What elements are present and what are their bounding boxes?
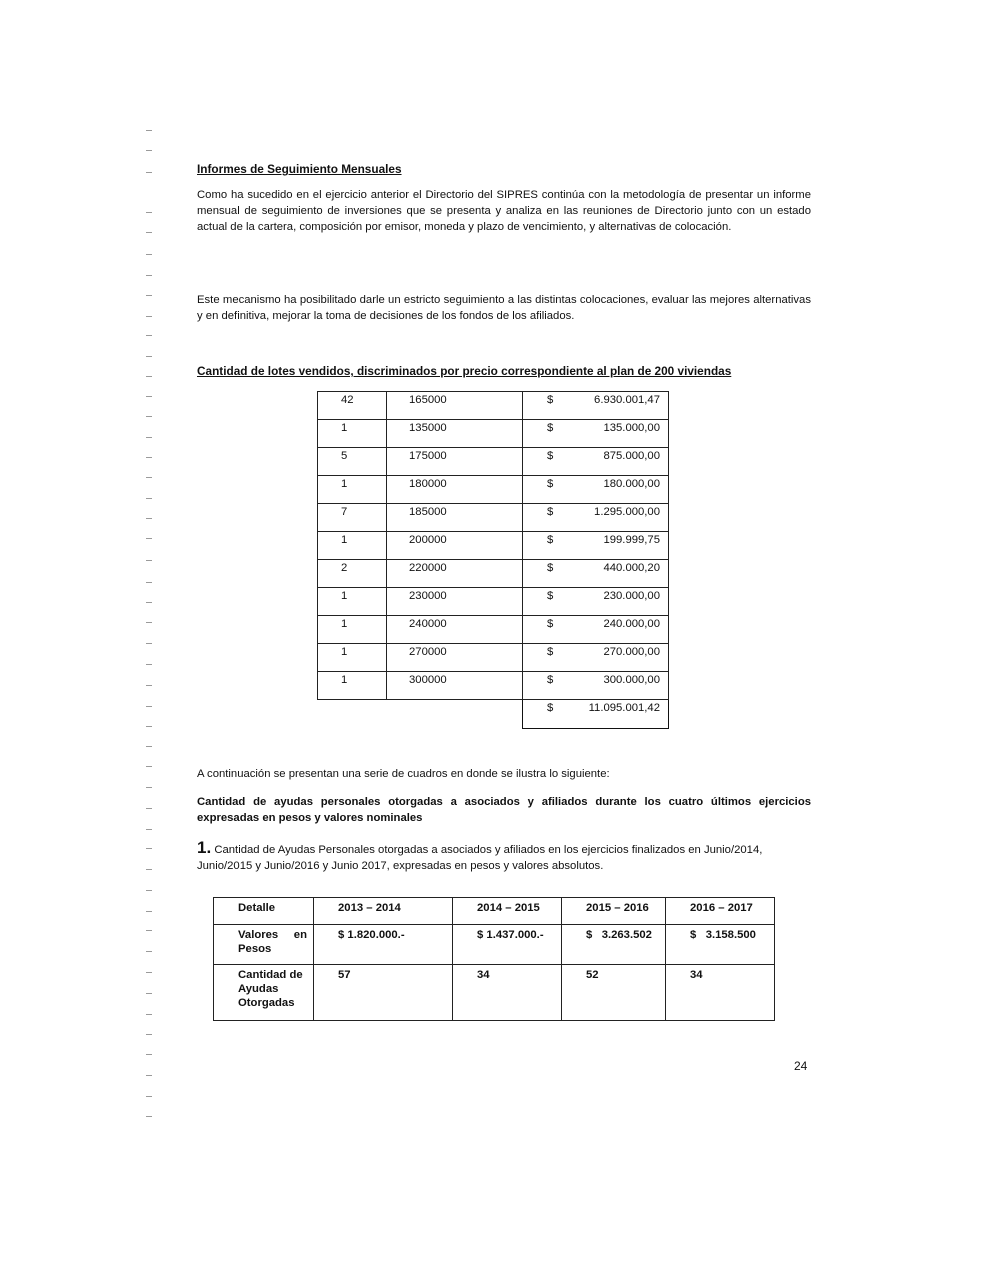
lot-price: 230000 [387, 588, 523, 616]
lot-amount [523, 392, 669, 420]
lots-table-row [318, 448, 669, 476]
currency-symbol: $ [547, 422, 554, 434]
ayudas-header-row [214, 898, 775, 925]
paragraph-mechanism: Este mecanismo ha posibilitado darle un estricto seguimiento a las distintas colocaciones, evaluar las mejores alternativas y en definitiva, mejorar la toma de decisiones de los fondos de los afiliados. [197, 294, 811, 323]
currency-symbol: $ [547, 506, 554, 518]
binding-margin-marks [146, 120, 158, 1130]
lot-price: 185000 [387, 504, 523, 532]
ayudas-pesos-row [214, 925, 775, 965]
lot-quantity: 5 [318, 448, 387, 476]
lot-amount [523, 420, 669, 448]
lot-amount-value: 440.000,20 [603, 562, 660, 574]
lot-quantity: 42 [318, 392, 387, 420]
currency-symbol: $ [547, 562, 554, 574]
ayudas-table [213, 897, 775, 1021]
lot-price: 220000 [387, 560, 523, 588]
lots-table-row [318, 672, 669, 700]
item-1-number: 1. [197, 838, 212, 857]
lot-amount-value: 240.000,00 [603, 618, 660, 630]
item-1-text: Cantidad de Ayudas Personales otorgadas a asociados y afiliados en los ejercicios finalizados en Junio/2014, Junio/2015 y Junio/2016 y Junio 2017, expresadas en pesos y valores absolutos. [197, 844, 763, 873]
value-cell: $ 1.820.000.- [314, 925, 453, 965]
lot-amount-value: 270.000,00 [603, 646, 660, 658]
lot-amount-value: 875.000,00 [603, 450, 660, 462]
lot-price: 200000 [387, 532, 523, 560]
value-cell: $ 3.263.502 [562, 925, 666, 965]
header-cell: 2016 – 2017 [666, 898, 775, 925]
lot-quantity: 1 [318, 532, 387, 560]
lots-table-row [318, 392, 669, 420]
lot-amount-value: 6.930.001,47 [594, 394, 660, 406]
lot-amount [523, 560, 669, 588]
lot-quantity: 1 [318, 616, 387, 644]
header-cell: Detalle [214, 898, 314, 925]
lot-amount [523, 644, 669, 672]
currency-symbol: $ [547, 534, 554, 546]
ayudas-cantidad-row [214, 965, 775, 1021]
lot-amount [523, 476, 669, 504]
header-cell: 2015 – 2016 [562, 898, 666, 925]
lots-table-row [318, 504, 669, 532]
currency-symbol: $ [547, 618, 554, 630]
lots-total-row [318, 700, 669, 729]
lot-quantity: 1 [318, 644, 387, 672]
value-cell: 34 [666, 965, 775, 1021]
page-number: 24 [794, 1059, 808, 1073]
lots-total [523, 700, 669, 729]
item-1 [197, 840, 811, 874]
lot-price: 180000 [387, 476, 523, 504]
lot-price: 175000 [387, 448, 523, 476]
lot-amount-value: 300.000,00 [603, 674, 660, 686]
lots-table [317, 391, 669, 729]
lot-price: 240000 [387, 616, 523, 644]
header-cell: 2013 – 2014 [314, 898, 453, 925]
lot-amount [523, 448, 669, 476]
value-cell: $ 1.437.000.- [453, 925, 562, 965]
lots-table-row [318, 476, 669, 504]
lot-quantity: 2 [318, 560, 387, 588]
lot-price: 270000 [387, 644, 523, 672]
lots-total-value: 11.095.001,42 [588, 702, 660, 714]
lot-amount [523, 672, 669, 700]
lot-amount-value: 230.000,00 [603, 590, 660, 602]
lots-table-row [318, 560, 669, 588]
currency-symbol: $ [547, 646, 554, 658]
lot-amount-value: 135.000,00 [603, 422, 660, 434]
lot-quantity: 1 [318, 476, 387, 504]
intro-text: A continuación se presentan una serie de cuadros en donde se ilustra lo siguiente: [197, 768, 610, 780]
lot-amount-value: 180.000,00 [603, 478, 660, 490]
lot-amount-value: 1.295.000,00 [594, 506, 660, 518]
value-cell: 34 [453, 965, 562, 1021]
header-cell: 2014 – 2015 [453, 898, 562, 925]
paragraph-methodology: Como ha sucedido en el ejercicio anterior el Directorio del SIPRES continúa con la metodología de presentar un informe mensual de seguimiento de inversiones que se presenta y analiza en las reuniones de Directorio junto con un estado actual de la cartera, composición por emisor, moneda y plazo de vencimiento, y alternativas de colocación. [197, 189, 811, 234]
lots-table-row [318, 532, 669, 560]
currency-symbol: $ [547, 478, 554, 490]
lot-amount [523, 504, 669, 532]
value-cell: 57 [314, 965, 453, 1021]
currency-symbol: $ [547, 702, 554, 714]
lot-price: 165000 [387, 392, 523, 420]
currency-symbol: $ [547, 674, 554, 686]
row-label: Valores en Pesos [214, 925, 314, 965]
lot-price: 135000 [387, 420, 523, 448]
currency-symbol: $ [547, 394, 554, 406]
currency-symbol: $ [547, 590, 554, 602]
lots-table-row [318, 644, 669, 672]
lots-table-row [318, 588, 669, 616]
lot-amount [523, 532, 669, 560]
lots-table-row [318, 616, 669, 644]
lot-quantity: 1 [318, 672, 387, 700]
lot-quantity: 1 [318, 420, 387, 448]
section-title: Informes de Seguimiento Mensuales [197, 162, 402, 176]
lot-amount-value: 199.999,75 [603, 534, 660, 546]
value-cell: $ 3.158.500 [666, 925, 775, 965]
row-label: Cantidad de Ayudas Otorgadas [214, 965, 314, 1021]
lots-table-row [318, 420, 669, 448]
ayudas-section-title: Cantidad de ayudas personales otorgadas a asociados y afiliados durante los cuatro últimos ejercicios expresadas en pesos y valores nominales [197, 796, 811, 825]
lot-quantity: 1 [318, 588, 387, 616]
value-cell: 52 [562, 965, 666, 1021]
lot-price: 300000 [387, 672, 523, 700]
currency-symbol: $ [547, 450, 554, 462]
lots-table-title: Cantidad de lotes vendidos, discriminados por precio correspondiente al plan de 200 viviendas [197, 364, 732, 378]
lot-amount [523, 616, 669, 644]
lot-quantity: 7 [318, 504, 387, 532]
lot-amount [523, 588, 669, 616]
